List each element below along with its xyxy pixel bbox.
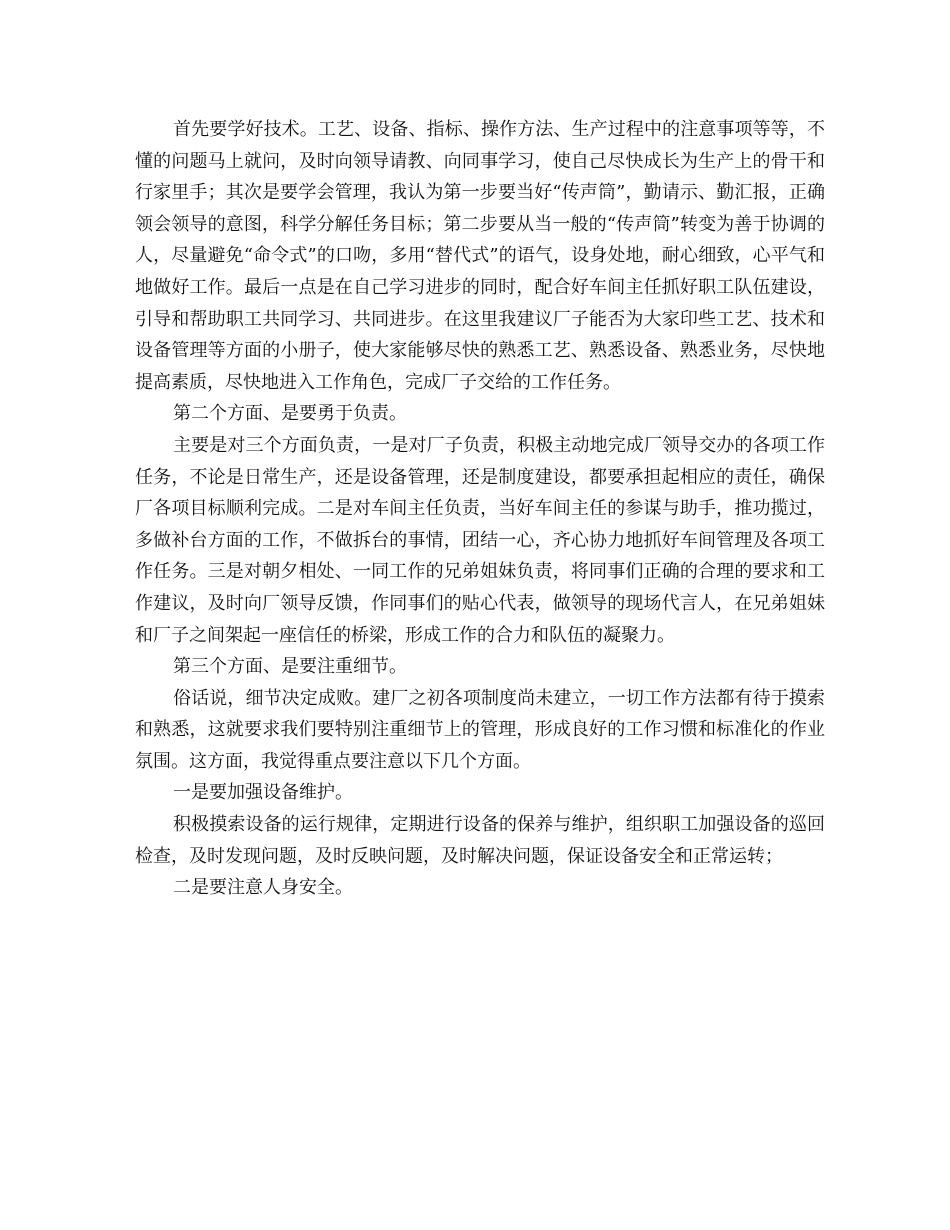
heading-personal-safety: 二是要注意人身安全。: [173, 877, 353, 899]
paragraph-equipment-maintenance: 积极摸索设备的运行规律，定期进行设备的保养与维护，组织职工加强设备的巡回检查，及时发现问题，及时反映问题，及时解决问题，保证设备安全和正常运转；: [135, 814, 825, 867]
paragraph-responsibility: 主要是对三个方面负责，一是对厂子负责，积极主动地完成厂领导交办的各项工作任务，不论是日常生产，还是设备管理，还是制度建设，都要承担起相应的责任，确保厂各项目标顺利完成。二是对车间主任负责，当好车间主任的参谋与助手，推功揽过，多做补台方面的工作，不做拆台的事情，团结一心，齐心协力地抓好车间管理及各项工作任务。三是对朝夕相处、一同工作的兄弟姐妹负责，将同事们正确的合理的要求和工作建议，及时向厂领导反馈，作同事们的贴心代表，做领导的现场代言人，在兄弟姐妹和厂子之间架起一座信任的桥梁，形成工作的合力和队伍的凝聚力。: [135, 434, 825, 646]
heading-equipment-maintenance: 一是要加强设备维护。: [173, 782, 353, 804]
heading-third-aspect: 第三个方面、是要注重细节。: [173, 656, 407, 678]
document-body: [135, 114, 825, 904]
heading-second-aspect: 第二个方面、是要勇于负责。: [173, 403, 407, 425]
paragraph-technical-skills: 首先要学好技术。工艺、设备、指标、操作方法、生产过程中的注意事项等等，不懂的问题马上就问，及时向领导请教、向同事学习，使自己尽快成长为生产上的骨干和行家里手；其次是要学会管理，我认为第一步要当好“传声筒”，勤请示、勤汇报，正确领会领导的意图，科学分解任务目标；第二步要从当一般的“传声筒”转变为善于协调的人，尽量避免“命令式”的口吻，多用“替代式”的语气，设身处地，耐心细致，心平气和地做好工作。最后一点是在自己学习进步的同时，配合好车间主任抓好职工队伍建设，引导和帮助职工共同学习、共同进步。在这里我建议厂子能否为大家印些工艺、技术和设备管理等方面的小册子，使大家能够尽快的熟悉工艺、熟悉设备、熟悉业务，尽快地提高素质，尽快地进入工作角色，完成厂子交给的工作任务。: [135, 119, 825, 393]
paragraph-details: 俗话说，细节决定成败。建厂之初各项制度尚未建立，一切工作方法都有待于摸索和熟悉，这就要求我们要特别注重细节上的管理，形成良好的工作习惯和标准化的作业氛围。这方面，我觉得重点要注意以下几个方面。: [135, 687, 825, 772]
